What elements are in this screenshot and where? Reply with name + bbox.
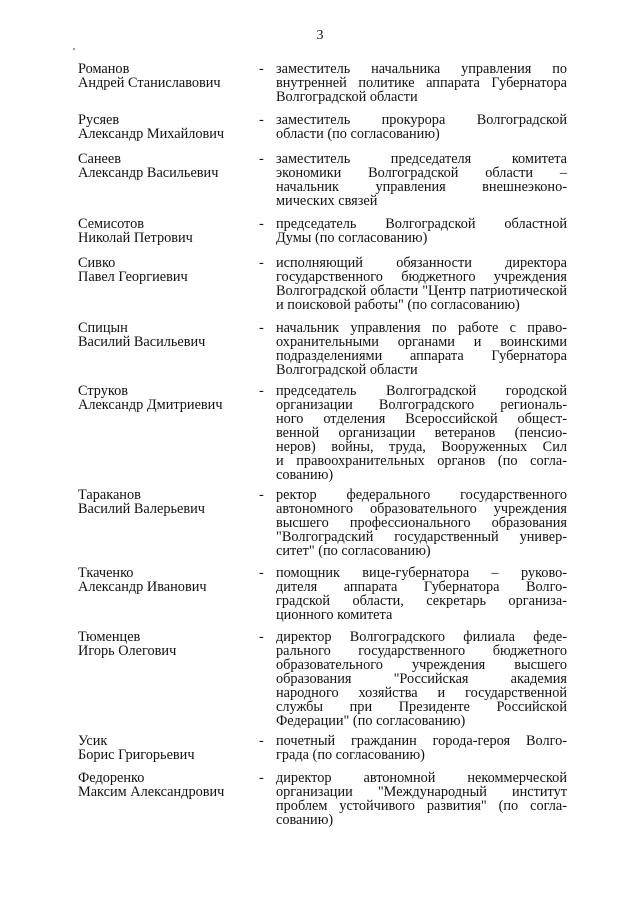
- member-name: Усик Борис Григорьевич: [78, 733, 195, 763]
- member-role: ректор федерального государственного автономного образовательного учреждения высшего профессионального образования "Волгоградский государственный универ- ситет" (по согласованию): [276, 487, 567, 559]
- member-name: Ткаченко Александр Иванович: [78, 565, 207, 595]
- list-dash: -: [259, 320, 264, 336]
- list-dash: -: [259, 565, 264, 581]
- list-dash: -: [259, 383, 264, 399]
- list-dash: -: [259, 216, 264, 232]
- member-role: заместитель председателя комитета экономики Волгоградской области – начальник управления внешнеэконо- мических связей: [276, 151, 567, 209]
- member-name: Семисотов Николай Петрович: [78, 216, 193, 246]
- list-dash: -: [259, 151, 264, 167]
- scan-speck: [73, 48, 75, 50]
- member-role: помощник вице-губернатора – руково- дителя аппарата Губернатора Волго- градской области, секретарь организа- ционного комитета: [276, 565, 567, 623]
- list-dash: -: [259, 255, 264, 271]
- member-role: председатель Волгоградской областной Думы (по согласованию): [276, 216, 567, 246]
- member-role: председатель Волгоградской городской организации Волгоградского региональ- ного отделения Всероссийской общест- венной организации ветеранов (пенсио- неров) войны, труда, Вооруженных Сил и правоохранительных органов (по согла- сованию): [276, 383, 567, 483]
- list-dash: -: [259, 61, 264, 77]
- member-name: Федоренко Максим Александрович: [78, 770, 225, 800]
- member-name: Сивко Павел Георгиевич: [78, 255, 188, 285]
- member-role: директор автономной некоммерческой организации "Международный институт проблем устойчивого развития" (по согла- сованию): [276, 770, 567, 828]
- list-dash: -: [259, 112, 264, 128]
- member-name: Санеев Александр Васильевич: [78, 151, 219, 181]
- member-name: Тараканов Василий Валерьевич: [78, 487, 205, 517]
- list-dash: -: [259, 629, 264, 645]
- member-name: Тюменцев Игорь Олегович: [78, 629, 177, 659]
- list-dash: -: [259, 487, 264, 503]
- list-dash: -: [259, 733, 264, 749]
- list-dash: -: [259, 770, 264, 786]
- member-role: заместитель прокурора Волгоградской области (по согласованию): [276, 112, 567, 142]
- member-role: исполняющий обязанности директора государственного бюджетного учреждения Волгоградской области "Центр патриотической и поисковой работы" (по согласованию): [276, 255, 567, 313]
- member-name: Романов Андрей Станиславович: [78, 61, 221, 91]
- member-name: Спицын Василий Васильевич: [78, 320, 206, 350]
- page-number: 3: [316, 28, 324, 43]
- member-name: Русяев Александр Михайлович: [78, 112, 225, 142]
- member-role: почетный гражданин города-героя Волго- града (по согласованию): [276, 733, 567, 763]
- member-name: Струков Александр Дмитриевич: [78, 383, 223, 413]
- member-role: директор Волгоградского филиала феде- рального государственного бюджетного образовательного учреждения высшего образования "Российская академия народного хозяйства и государственной службы при Президенте Российской Федерации" (по согласованию): [276, 629, 567, 729]
- member-role: заместитель начальника управления по внутренней политике аппарата Губернатора Волгоградской области: [276, 61, 567, 105]
- member-role: начальник управления по работе с право- охранительными органами и воинскими подразделениями аппарата Губернатора Волгоградской области: [276, 320, 567, 378]
